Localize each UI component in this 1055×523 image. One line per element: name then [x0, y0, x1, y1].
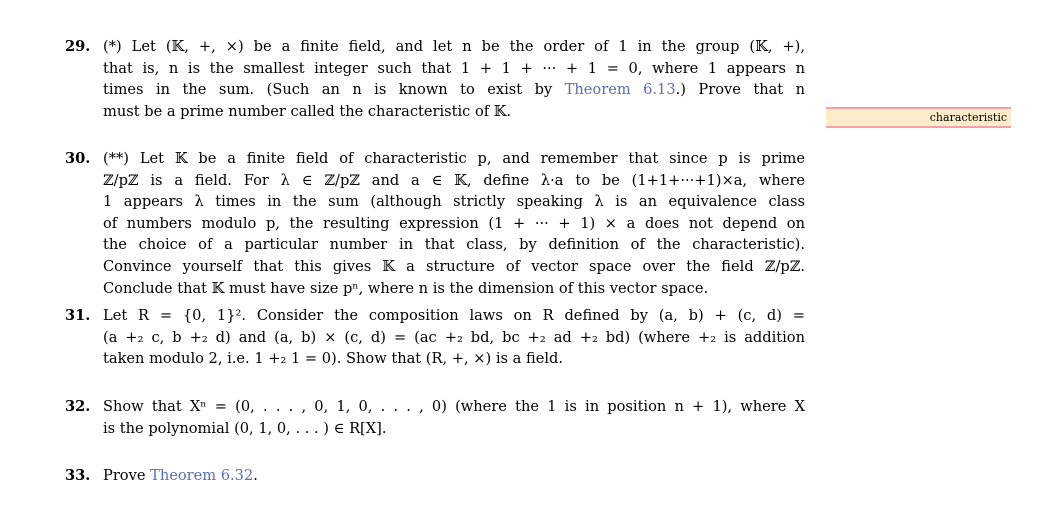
exercise-number: 31.: [65, 307, 91, 324]
theorem-6-32-link[interactable]: Theorem 6.32: [150, 467, 254, 484]
text-line: must be a prime number called the characteristic of 𝕂.: [103, 102, 512, 120]
text-line: of numbers modulo p, the resulting expression (1 + ··· + 1) × a does not depend on: [103, 214, 805, 232]
text-line: is the polynomial (0, 1, 0, . . . ) ∈ R[X].: [103, 419, 387, 437]
margin-note-box: [826, 107, 1011, 128]
text-line: (*) Let (𝕂, +, ×) be a finite field, and let n be the order of 1 in the group (𝕂, +),: [103, 38, 805, 55]
text-line: (a +₂ c, b +₂ d) and (a, b) × (c, d) = (ac +₂ bd, bc +₂ ad +₂ bd) (where +₂ is addition: [103, 328, 805, 346]
text-line: (**) Let 𝕂 be a finite field of characteristic p, and remember that since p is prime: [103, 150, 805, 167]
theorem-6-13-link[interactable]: Theorem 6.13: [564, 81, 676, 99]
text-line: Show that Xⁿ = (0, . . . , 0, 1, 0, . . . , 0) (where the 1 is in position n + 1), where X: [103, 398, 805, 415]
text-line: that is, n is the smallest integer such that 1 + 1 + ··· + 1 = 0, where 1 appears n: [103, 59, 805, 77]
text-line: Conclude that 𝕂 must have size pⁿ, where n is the dimension of this vector space.: [103, 279, 709, 297]
text-segment: times in the sum. (Such an n is known to exist by: [103, 81, 565, 99]
exercise-number: 32.: [65, 398, 91, 415]
text-line: taken modulo 2, i.e. 1 +₂ 1 = 0). Show that (R, +, ×) is a field.: [103, 350, 563, 368]
text-line: [103, 79, 805, 101]
text-segment: .) Prove that n: [675, 81, 806, 99]
text-line: 1 appears λ times in the sum (although strictly speaking λ is an equivalence class: [103, 193, 805, 211]
text-line: Convince yourself that this gives 𝕂 a structure of vector space over the field ℤ/pℤ.: [103, 257, 805, 275]
exercise-number: 33.: [65, 467, 91, 484]
exercise-number: 29.: [65, 38, 91, 55]
text-line: [103, 465, 805, 487]
text-line: Let R = {0, 1}². Consider the composition laws on R defined by (a, b) + (c, d) =: [103, 307, 805, 324]
text-line: ℤ/pℤ is a field. For λ ∈ ℤ/pℤ and a ∈ 𝕂, define λ·a to be (1+1+···+1)×a, where: [103, 171, 805, 189]
text-segment: .: [253, 467, 258, 484]
exercise-number: 30.: [65, 150, 91, 167]
text-line: the choice of a particular number in that class, by definition of the characteristic).: [103, 236, 805, 254]
margin-note: characteristic: [929, 111, 1007, 124]
text-segment: Prove: [103, 467, 151, 484]
